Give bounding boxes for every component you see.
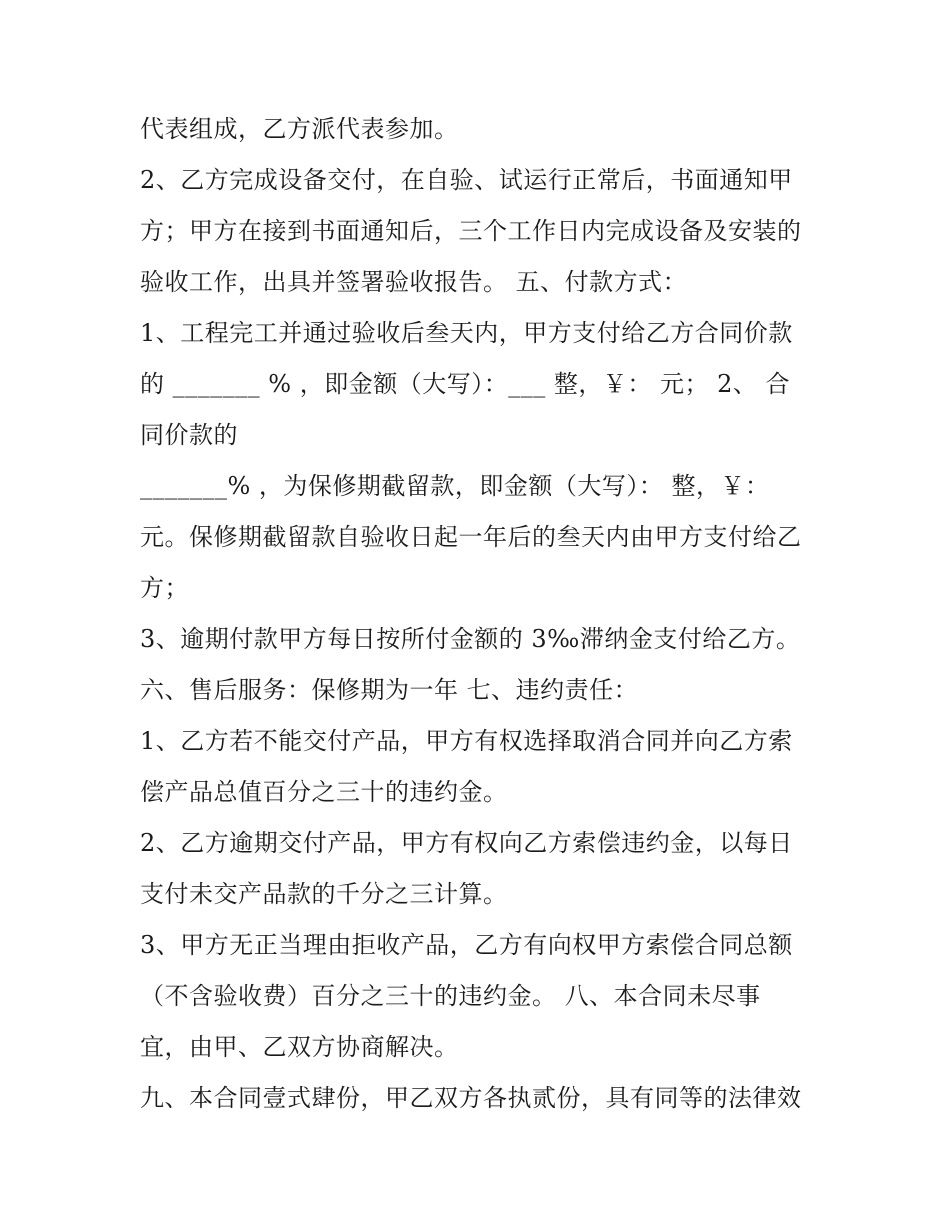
text-line: 代表组成，乙方派代表参加。 — [140, 115, 459, 143]
text-line: 1、乙方若不能交付产品，甲方有权选择取消合同并向乙方索 — [140, 727, 793, 755]
text-line: 3、逾期付款甲方每日按所付金额的 3‰滞纳金支付给乙方。 — [140, 625, 801, 653]
text-line: 元。保修期截留款自验收日起一年后的叁天内由甲方支付给乙 — [140, 523, 802, 551]
text-line: 方；甲方在接到书面通知后，三个工作日内完成设备及安装的 — [140, 217, 802, 245]
text-line: 九、本合同壹式肆份，甲乙双方各执贰份，具有同等的法律效 — [140, 1084, 802, 1112]
text-line: _______% ，为保修期截留款，即金额（大写）： 整，￥： — [140, 472, 770, 500]
text-line: 2、乙方完成设备交付，在自验、试运行正常后，书面通知甲 — [140, 166, 793, 194]
text-line: 偿产品总值百分之三十的违约金。 — [140, 778, 508, 806]
text-line: 3、甲方无正当理由拒收产品，乙方有向权甲方索偿合同总额 — [140, 931, 793, 959]
text-line: 方； — [140, 574, 189, 602]
contract-text-body — [140, 104, 820, 1124]
text-line: 支付未交产品款的千分之三计算。 — [140, 880, 508, 908]
text-line: 验收工作，出具并签署验收报告。 五、付款方式： — [140, 268, 688, 296]
text-line: 同价款的 — [140, 421, 238, 449]
text-line: 宜，由甲、乙双方协商解决。 — [140, 1033, 459, 1061]
text-line: 的 _______ % ，即金额（大写）：___ 整，￥： 元； 2、 合 — [140, 370, 790, 398]
text-line: 2、乙方逾期交付产品，甲方有权向乙方索偿违约金，以每日 — [140, 829, 793, 857]
text-line: （不含验收费）百分之三十的违约金。 八、本合同未尽事 — [140, 982, 761, 1010]
text-line: 1、工程完工并通过验收后叁天内，甲方支付给乙方合同价款 — [140, 319, 793, 347]
text-line: 六、售后服务：保修期为一年 七、违约责任： — [140, 676, 639, 704]
